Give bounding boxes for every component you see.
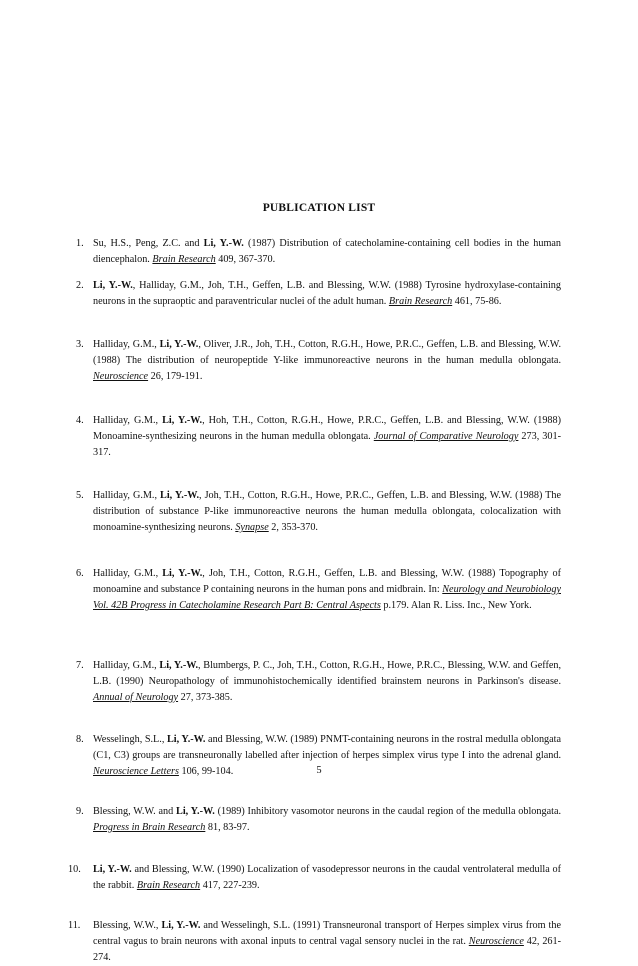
item-number: 10. <box>68 864 81 875</box>
author-highlight: Li, Y.-W. <box>159 660 199 671</box>
journal-name: Journal of Comparative Neurology <box>373 431 519 442</box>
journal-name: Brain Research <box>388 296 453 307</box>
citation <box>93 413 561 461</box>
item-number: 7. <box>76 660 84 671</box>
author-highlight: Li, Y.-W. <box>203 238 244 249</box>
item-number: 5. <box>76 490 84 501</box>
item-number: 6. <box>76 568 84 579</box>
volume-pages: 81, 83-97. <box>205 822 250 833</box>
author-highlight: Li, Y.-W. <box>162 568 203 579</box>
citation <box>93 658 561 706</box>
item-number: 2. <box>76 280 84 291</box>
item-number: 4. <box>76 415 84 426</box>
citation <box>93 236 561 268</box>
authors-before: Blessing, W.W., <box>93 920 162 931</box>
item-number: 11. <box>68 920 81 931</box>
journal-name: Neuroscience Letters <box>93 766 179 777</box>
citation <box>93 488 561 536</box>
volume-pages: 417, 227-239. <box>200 880 260 891</box>
author-highlight: Li, Y.-W. <box>166 734 206 745</box>
item-number: 1. <box>76 238 84 249</box>
authors-before: Halliday, G.M., <box>93 660 160 671</box>
volume-pages: 461, 75-86. <box>452 296 502 307</box>
journal-name: Progress in Brain Research <box>93 822 206 833</box>
citation-text: , Hoh, T.H., Cotton, R.G.H., Howe, P.R.C., Geffen, L.B. and Blessing, W.W. (1988) Monoamine-synthesizing neurons in the human medulla oblongata. <box>93 415 561 442</box>
author-highlight: Li, Y.-W. <box>176 806 215 817</box>
citation <box>93 804 561 836</box>
authors-before: Su, H.S., Peng, Z.C. and <box>93 238 204 249</box>
volume-pages: 27, 373-385. <box>178 692 233 703</box>
volume-pages: 409, 367-370. <box>215 254 276 265</box>
citation-text: and Blessing, W.W. (1990) Localization of vasodepressor neurons in the caudal ventrolateral medulla of the rabbit. <box>93 864 562 891</box>
author-highlight: Li, Y.-W. <box>160 490 200 501</box>
authors-before: Halliday, G.M., <box>93 568 163 579</box>
item-number: 3. <box>76 339 84 350</box>
citation-text: , Joh, T.H., Cotton, R.G.H., Geffen, L.B. and Blessing, W.W. (1988) Topography of monoamine and substance P containing neurons in the human pons and midbrain. In: <box>93 568 561 595</box>
journal-name: Annual of Neurology <box>93 692 179 703</box>
volume-pages: 2, 353-370. <box>268 522 318 533</box>
journal-name: Neuroscience <box>468 936 524 947</box>
citation-text: and Wesselingh, S.L. (1991) Transneuronal transport of Herpes simplex virus from the central vagus to brain neurons with axonal inputs to central vagal sensory nuclei in the rat. <box>93 920 561 947</box>
volume-pages: p.179. Alan R. Liss. Inc., New York. <box>380 600 532 611</box>
citation <box>93 918 561 966</box>
author-highlight: Li, Y.-W. <box>159 339 199 350</box>
authors-before: Halliday, G.M., <box>93 339 160 350</box>
author-highlight: Li, Y.-W. <box>93 280 133 291</box>
journal-name: Brain Research <box>152 254 216 265</box>
author-highlight: Li, Y.-W. <box>93 864 132 875</box>
citation-text: , Halliday, G.M., Joh, T.H., Geffen, L.B. and Blessing, W.W. (1988) Tyrosine hydroxylase-containing neurons in the supraoptic and paraventricular nuclei of the adult human. <box>93 280 561 307</box>
volume-pages: 273, 301-317. <box>93 431 561 458</box>
citation-text: , Oliver, J.R., Joh, T.H., Cotton, R.G.H., Howe, P.R.C., Geffen, L.B. and Blessing, W.W. (1988) The distribution of neuropeptide Y-like immunoreactive neurons in the human medulla oblongata. <box>93 339 561 366</box>
citation <box>93 278 561 310</box>
authors-before: Halliday, G.M., <box>93 415 163 426</box>
page-title: PUBLICATION LIST <box>262 202 376 214</box>
citation <box>93 862 561 894</box>
citation <box>93 566 561 614</box>
authors-before: Blessing, W.W. and <box>93 806 177 817</box>
item-number: 8. <box>76 734 84 745</box>
journal-name: Neurology and Neurobiology Vol. 42B Progress in Catecholamine Research Part B: Central Aspects <box>93 584 561 611</box>
journal-name: Synapse <box>235 522 269 533</box>
author-highlight: Li, Y.-W. <box>161 920 201 931</box>
authors-before: Wesselingh, S.L., <box>93 734 167 745</box>
item-number: 9. <box>76 806 84 817</box>
citation-text: and Blessing, W.W. (1989) PNMT-containing neurons in the rostral medulla oblongata (C1, C3) groups are transneuronally labelled after injection of herpes simplex virus type I into the adrenal gland. <box>93 734 561 761</box>
citation-text: (1987) Distribution of catecholamine-containing cell bodies in the human diencephalon. <box>93 238 561 265</box>
volume-pages: 26, 179-191. <box>148 371 203 382</box>
author-highlight: Li, Y.-W. <box>162 415 203 426</box>
journal-name: Brain Research <box>136 880 201 891</box>
citation <box>93 337 561 385</box>
journal-name: Neuroscience <box>93 371 149 382</box>
citation-text: , Joh, T.H., Cotton, R.G.H., Howe, P.R.C., Geffen, L.B. and Blessing, W.W. (1988) The distribution of substance P-like immunoreactive neurons the human medulla oblongata, colocalization with monoamine-synthesizing neurons. <box>93 490 561 533</box>
citation-text: (1989) Inhibitory vasomotor neurons in the caudal region of the medulla oblongata. <box>214 806 562 817</box>
citation-text: , Blumbergs, P. C., Joh, T.H., Cotton, R.G.H., Howe, P.R.C., Blessing, W.W. and Geffen, L.B. (1990) Neuropathology of immunohistochemically identified brainstem neurons in Parkinson's disease. <box>93 660 561 687</box>
page-number: 5 <box>316 765 322 776</box>
volume-pages: 106, 99-104. <box>178 766 234 777</box>
authors-before: Halliday, G.M., <box>93 490 161 501</box>
volume-pages: 42, 261-274. <box>93 936 561 963</box>
